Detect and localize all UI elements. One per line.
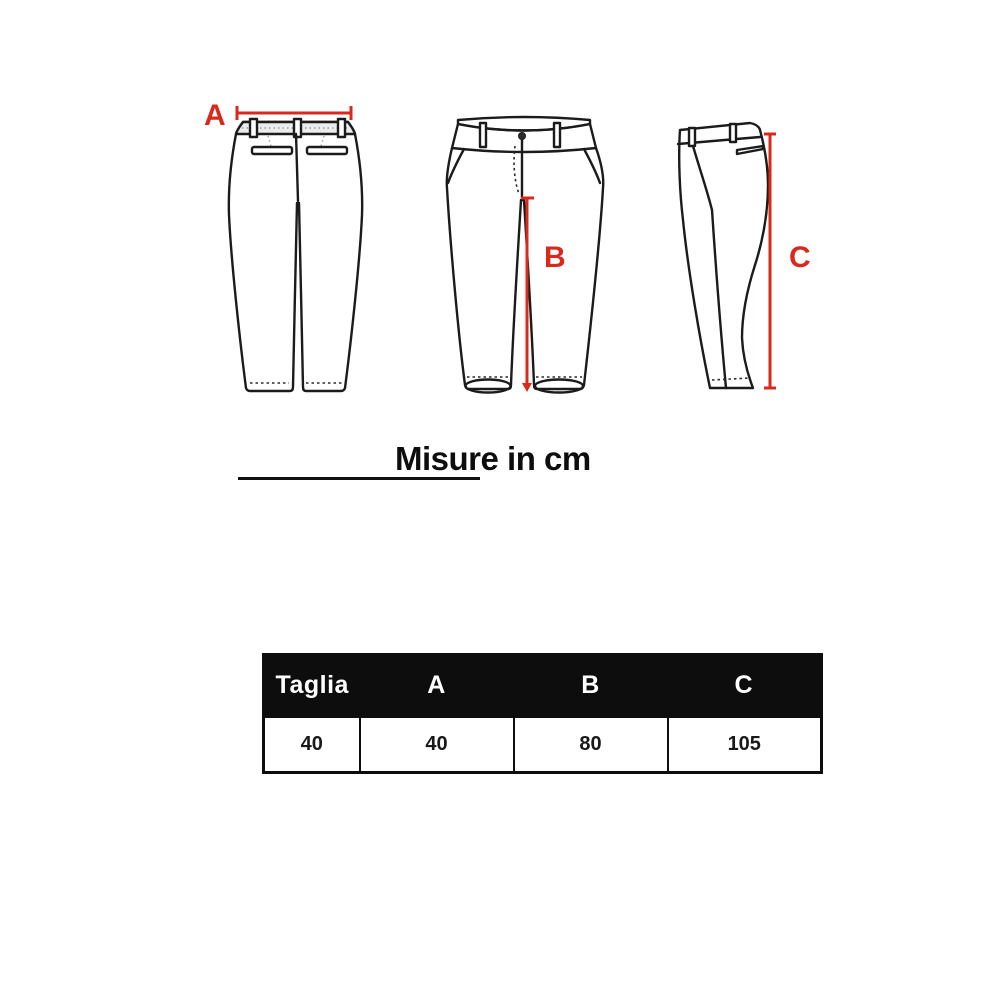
pants-side-view-drawing <box>660 90 790 410</box>
side-belt-loop-back <box>730 124 736 142</box>
cell-c: 105 <box>668 717 822 773</box>
header-b: B <box>514 655 668 717</box>
measurement-label-b: B <box>544 241 566 274</box>
cell-a: 40 <box>360 717 514 773</box>
measurement-label-a: A <box>204 99 226 132</box>
waist-button <box>519 133 526 140</box>
header-c: C <box>668 655 822 717</box>
front-belt-loop-right <box>554 123 560 147</box>
front-silhouette <box>447 148 604 389</box>
page-title: Misure in cm <box>395 440 591 477</box>
cell-taglia: 40 <box>264 717 360 773</box>
back-silhouette <box>229 122 362 391</box>
size-table-header-row <box>264 655 822 717</box>
back-pocket-left <box>252 147 292 154</box>
size-table-container <box>262 653 823 774</box>
cell-b: 80 <box>514 717 668 773</box>
header-a: A <box>360 655 514 717</box>
size-table <box>262 653 823 774</box>
side-belt-loop-front <box>689 128 695 146</box>
measurement-label-c: C <box>789 241 811 274</box>
pants-back-view-drawing <box>158 90 373 410</box>
pants-front-view-drawing <box>438 90 613 410</box>
back-pocket-right <box>307 147 347 154</box>
front-waistband-inner <box>458 117 590 131</box>
header-taglia: Taglia <box>264 655 360 717</box>
front-belt-loop-left <box>480 123 486 147</box>
size-table-row-40 <box>264 717 822 773</box>
